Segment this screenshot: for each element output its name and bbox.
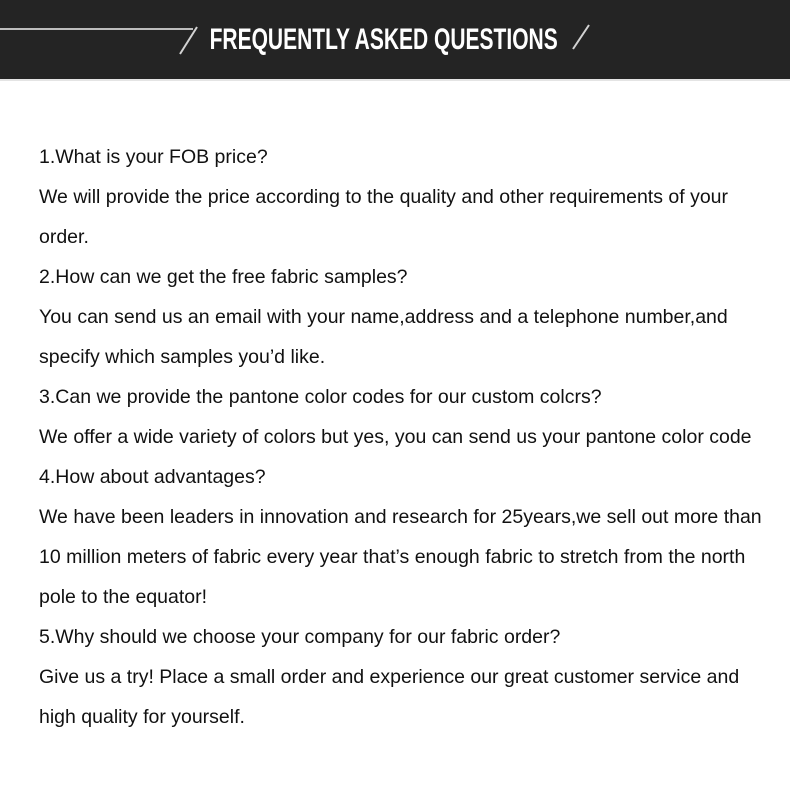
- right-slash-icon: [573, 25, 589, 49]
- faq-answer-line: We will provide the price according to the quality and other requirements of your: [39, 186, 729, 208]
- faq-answer-line: 10 million meters of fabric every year that’s enough fabric to stretch from the north: [39, 546, 746, 568]
- faq-answer-line: Give us a try! Place a small order and experience our great customer service and: [39, 666, 740, 688]
- faq-question: 5.Why should we choose your company for our fabric order?: [39, 626, 561, 648]
- faq-answer-line: We offer a wide variety of colors but yes, you can send us your pantone color code: [39, 426, 752, 448]
- left-slash-icon: [180, 27, 197, 54]
- faq-answer-line: high quality for yourself.: [39, 706, 245, 728]
- faq-answer-line: specify which samples you’d like.: [39, 346, 326, 368]
- faq-content: [0, 81, 790, 737]
- faq-question: 2.How can we get the free fabric samples?: [39, 266, 408, 288]
- faq-answer-line: We have been leaders in innovation and research for 25years,we sell out more than: [39, 506, 762, 528]
- faq-answer-line: pole to the equator!: [39, 586, 208, 608]
- faq-answer-line: order.: [39, 226, 89, 248]
- faq-question: 4.How about advantages?: [39, 466, 266, 488]
- faq-question: 1.What is your FOB price?: [39, 146, 268, 168]
- faq-answer-line: You can send us an email with your name,address and a telephone number,and: [39, 306, 728, 328]
- faq-header-banner: [0, 0, 790, 79]
- page-title-text: FREQUENTLY ASKED QUESTIONS: [209, 22, 558, 56]
- page-title: [210, 0, 557, 79]
- faq-question: 3.Can we provide the pantone color codes for our custom colcrs?: [39, 386, 602, 408]
